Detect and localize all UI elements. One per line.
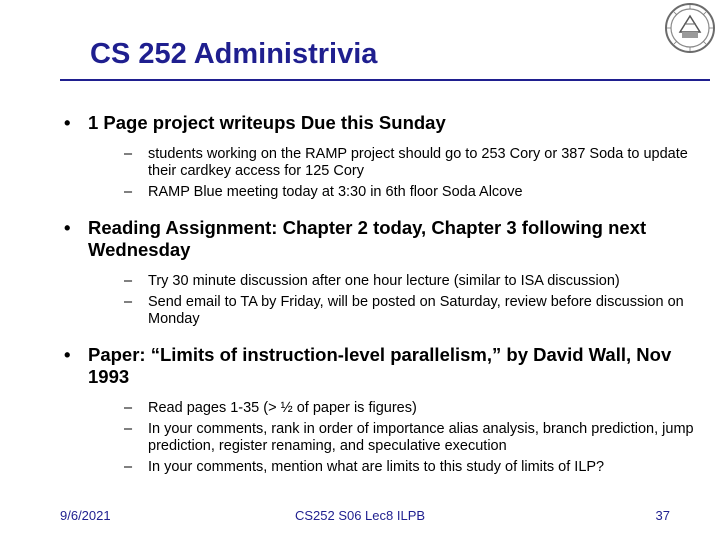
sub-bullet [116, 294, 710, 328]
footer-page-number: 37 [655, 508, 670, 523]
sub-bullet-text: Read pages 1-35 (> ½ of paper is figures) [148, 400, 417, 416]
sub-bullet-text: Try 30 minute discussion after one hour lecture (similar to ISA discussion) [148, 273, 620, 289]
title-underline [60, 79, 710, 81]
footer-course: CS252 S06 Lec8 ILPB [294, 508, 426, 523]
university-seal-icon [664, 2, 716, 54]
bullet-marker: • [64, 112, 71, 133]
sub-bullet [116, 459, 710, 476]
sub-bullet-text: RAMP Blue meeting today at 3:30 in 6th floor Soda Alcove [148, 184, 523, 200]
dash-marker: – [124, 146, 133, 162]
dash-marker: – [124, 400, 133, 416]
sub-bullet-text: In your comments, mention what are limits to this study of limits of ILP? [148, 459, 605, 475]
footer-date: 9/6/2021 [60, 508, 111, 523]
dash-marker: – [124, 273, 133, 289]
sub-bullet-text: students working on the RAMP project should go to 253 Cory or 387 Soda to update their cardkey access for 125 Cory [148, 146, 688, 179]
dash-marker: – [124, 421, 133, 437]
bullet-marker: • [64, 217, 71, 238]
sub-bullet [116, 184, 710, 201]
bullet-writeups [60, 112, 710, 201]
dash-marker: – [124, 184, 133, 200]
bullet-text: Reading Assignment: Chapter 2 today, Chapter 3 following next Wednesday [88, 217, 647, 260]
sub-bullet [116, 400, 710, 417]
sub-bullet-text: Send email to TA by Friday, will be posted on Saturday, review before discussion on Monday [148, 294, 684, 327]
slide-body [60, 112, 710, 492]
bullet-text: 1 Page project writeups Due this Sunday [88, 112, 446, 133]
sub-bullet [116, 273, 710, 290]
bullet-reading [60, 217, 710, 328]
bullet-text: Paper: “Limits of instruction-level parallelism,” by David Wall, Nov 1993 [88, 344, 672, 387]
slide-title: CS 252 Administrivia [90, 38, 378, 70]
bullet-paper [60, 344, 710, 476]
bullet-marker: • [64, 344, 71, 365]
dash-marker: – [124, 459, 133, 475]
sub-bullet [116, 421, 710, 455]
sub-bullet [116, 146, 710, 180]
sub-bullet-text: In your comments, rank in order of importance alias analysis, branch prediction, jump prediction, register renaming, and speculative execution [148, 421, 694, 454]
dash-marker: – [124, 294, 133, 310]
